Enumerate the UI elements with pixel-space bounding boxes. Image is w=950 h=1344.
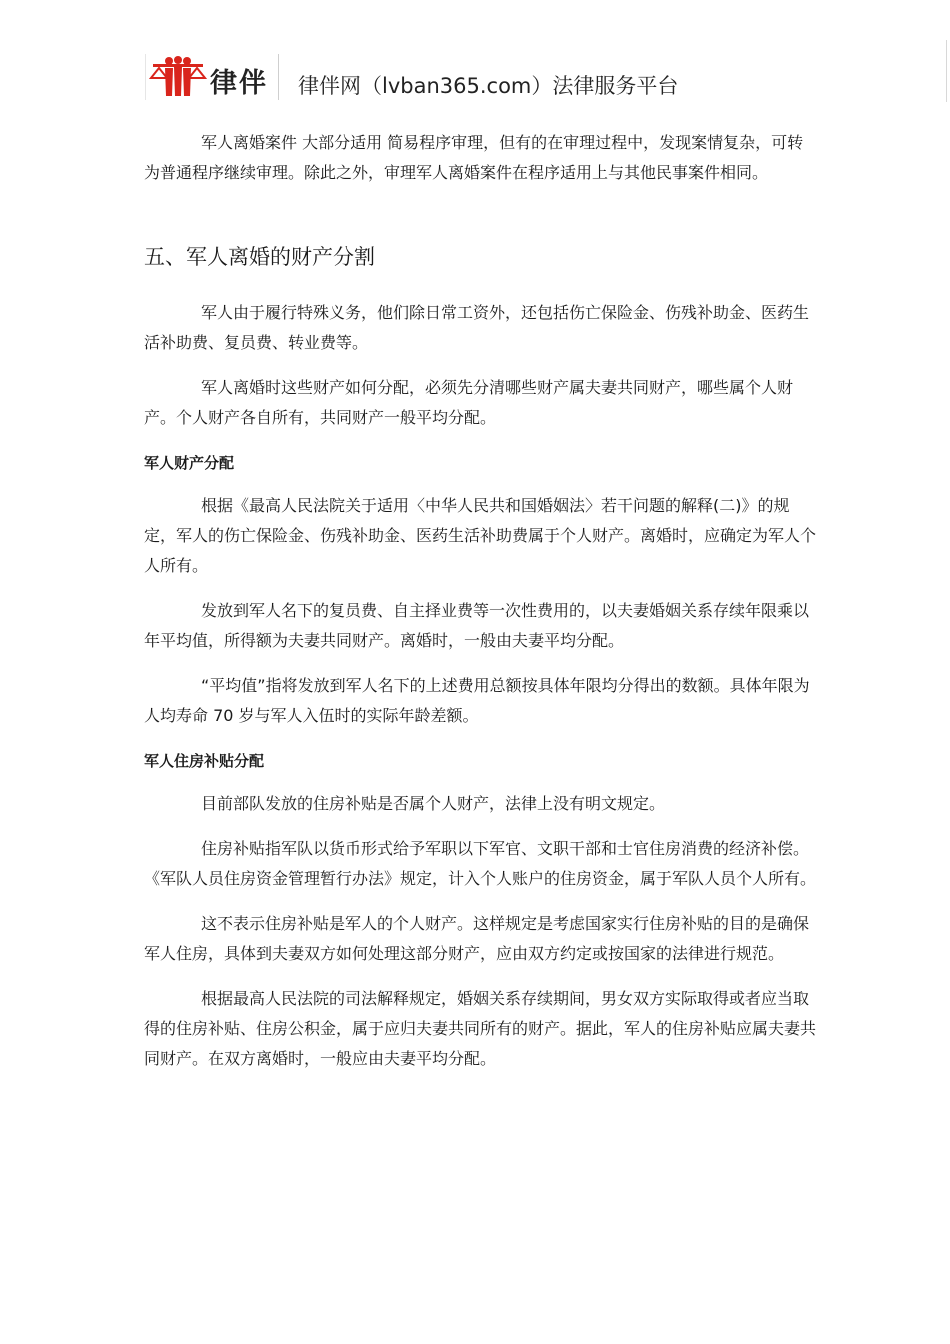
paragraph-distribution-principle: 军人离婚时这些财产如何分配，必须先分清哪些财产属夫妻共同财产，哪些属个人财产。个人财产各自所有，共同财产一般平均分配。 [144,378,794,427]
page-edge-line [946,40,947,102]
paragraph-judicial-interpretation: 根据《最高人民法院关于适用〈中华人民共和国婚姻法〉若干问题的解释(二)》的规定，军人的伤亡保险金、伤残补助金、医药生活补助费属于个人财产。离婚时，应确定为军人个人所有。 [144,496,817,575]
site-title: 律伴网（lvban365.com）法律服务平台 [298,74,679,98]
subheading-property-allocation: 军人财产分配 [144,454,235,472]
paragraph-special-income: 军人由于履行特殊义务，他们除日常工资外，还包括伤亡保险金、伤残补助金、医药生活补助费、复员费、转业费等。 [144,303,810,352]
paragraph-average-value: “平均值”指将发放到军人名下的上述费用总额按具体年限均分得出的数额。具体年限为人均寿命 70 岁与军人入伍时的实际年龄差额。 [144,676,810,725]
subheading-housing-subsidy: 军人住房补贴分配 [144,752,265,770]
page-header [145,54,805,102]
paragraph-housing-conclusion: 根据最高人民法院的司法解释规定，婚姻关系存续期间，男女双方实际取得或者应当取得的住房补贴、住房公积金，属于应归夫妻共同所有的财产。据此，军人的住房补贴应属夫妻共同财产。在双方离婚时，一般应由夫妻平均分配。 [144,989,817,1068]
logo[interactable] [145,54,279,100]
paragraph-housing-no-rule: 目前部队发放的住房补贴是否属个人财产，法律上没有明文规定。 [201,794,666,813]
paragraph-procedure: 军人离婚案件 大部分适用 简易程序审理，但有的在审理过程中，发现案情复杂，可转为普通程序继续审理。除此之外，审理军人离婚案件在程序适用上与其他民事案件相同。 [144,133,804,182]
paragraph-housing-purpose: 这不表示住房补贴是军人的个人财产。这样规定是考虑国家实行住房补贴的目的是确保军人住房，具体到夫妻双方如何处理这部分财产，应由双方约定或按国家的法律进行规范。 [144,914,810,963]
logo-text: 律伴 [210,68,268,99]
paragraph-housing-definition: 住房补贴指军队以货币形式给予军职以下军官、文职干部和士官住房消费的经济补偿。《军队人员住房资金管理暂行办法》规定，计入个人账户的住房资金，属于军队人员个人所有。 [144,839,817,888]
article-body [144,128,816,1089]
people-scales-icon [149,56,207,98]
paragraph-lump-sum-fees: 发放到军人名下的复员费、自主择业费等一次性费用的，以夫妻婚姻关系存续年限乘以年平均值，所得额为夫妻共同财产。离婚时，一般由夫妻平均分配。 [144,601,810,650]
section-title-property-division: 五、军人离婚的财产分割 [144,245,375,269]
